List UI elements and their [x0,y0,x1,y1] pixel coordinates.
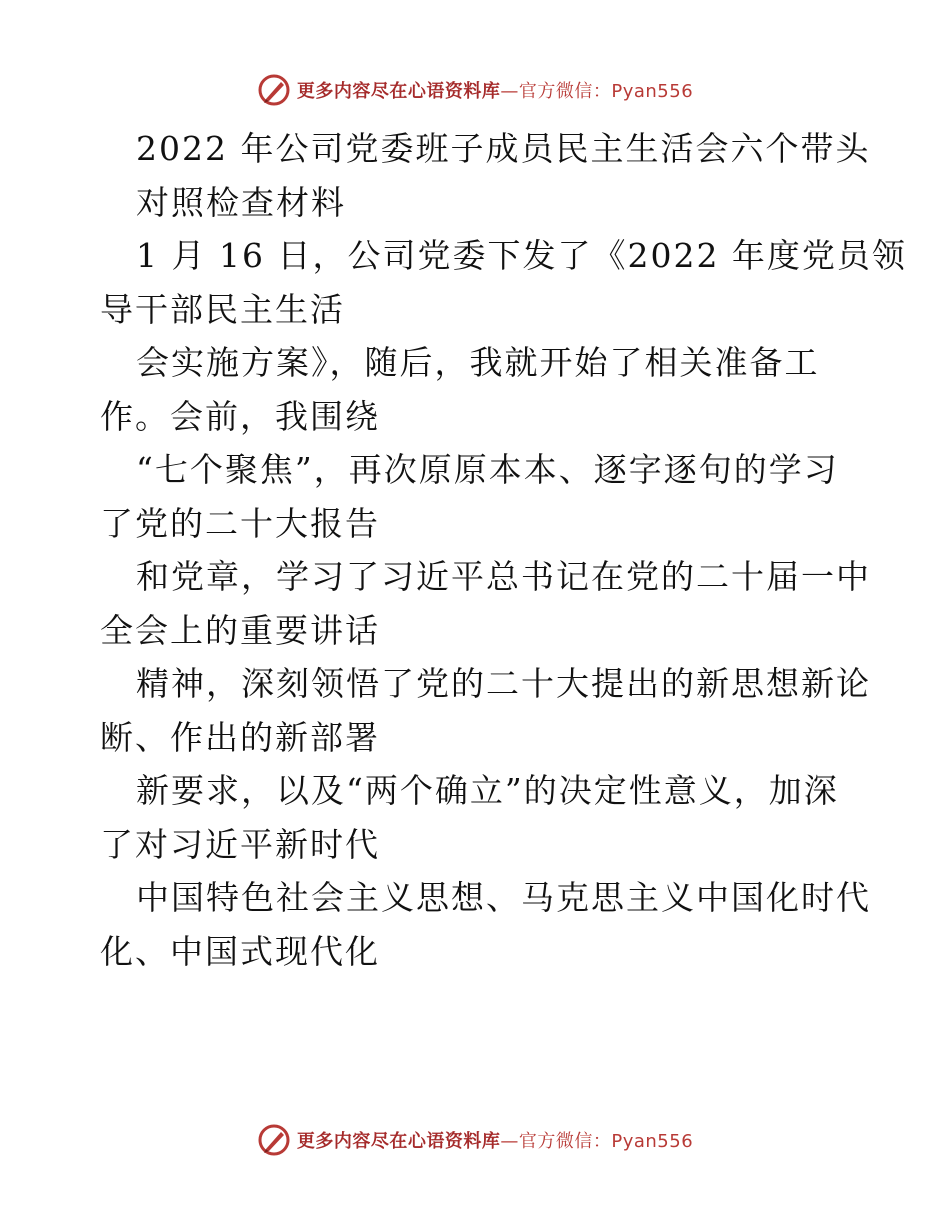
paragraph-line: 导干部民主生活 [100,289,345,329]
watermark-contact-id: Pyan556 [611,1131,694,1152]
paragraph-line: 中国特色社会主义思想、马克思主义中国化时代 [136,878,871,917]
document-title-line-2: 对照检查材料 [136,182,346,222]
header-watermark-banner [0,70,950,110]
paragraph-line: 1 月 16 日，公司党委下发了《2022 年度党员领 [136,236,907,275]
footer-watermark-banner [0,1120,950,1160]
watermark-separator: — [500,1131,519,1152]
paragraph-line: 和党章，学习了习近平总书记在党的二十届一中 [136,557,871,596]
paragraph-line: “七个聚焦”，再次原原本本、逐字逐句的学习 [136,450,839,489]
watermark-brand: 更多内容尽在心语资料库 [296,1131,501,1152]
watermark-brand: 更多内容尽在心语资料库 [296,81,501,102]
watermark-text [297,1127,693,1153]
watermark-contact-label: 官方微信： [518,81,612,102]
paragraph-line: 了党的二十大报告 [100,503,380,543]
watermark-text [297,77,693,103]
document-body [100,122,907,978]
watermark-contact-label: 官方微信： [518,1131,612,1152]
document-title-line-1: 2022 年公司党委班子成员民主生活会六个带头 [136,129,871,168]
paragraph-line: 全会上的重要讲话 [100,610,380,650]
paragraph-line: 化、中国式现代化 [100,931,380,971]
paragraph-line: 作。会前，我围绕 [100,396,380,436]
pen-logo-icon [257,73,291,107]
paragraph-line: 精神，深刻领悟了党的二十大提出的新思想新论 [136,664,871,703]
paragraph-line: 新要求，以及“两个确立”的决定性意义，加深 [136,771,839,810]
pen-logo-icon [257,1123,291,1157]
watermark-contact-id: Pyan556 [611,81,694,102]
paragraph-line: 断、作出的新部署 [100,717,380,757]
paragraph-line: 会实施方案》，随后，我就开始了相关准备工 [136,343,820,382]
paragraph-line: 了对习近平新时代 [100,824,380,864]
watermark-separator: — [500,81,519,102]
